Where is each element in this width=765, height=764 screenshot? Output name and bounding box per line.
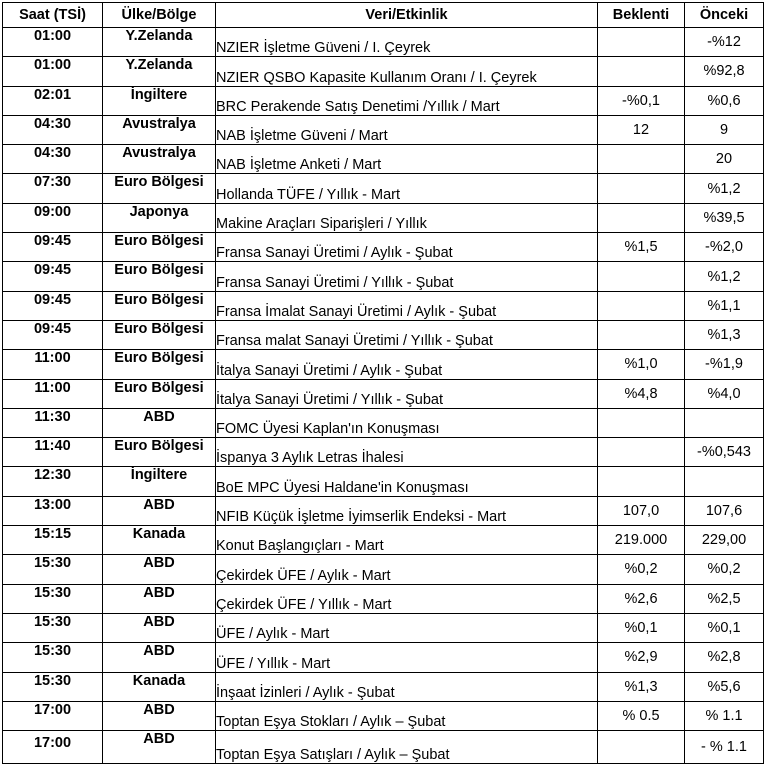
table-row <box>3 438 764 467</box>
time-cell: 09:00 <box>3 203 103 232</box>
expected-cell <box>598 731 685 764</box>
time-cell: 01:00 <box>3 28 103 57</box>
expected-cell: -%0,1 <box>598 86 685 115</box>
event-cell: İtalya Sanayi Üretimi / Yıllık - Şubat <box>216 379 598 408</box>
table-row <box>3 408 764 437</box>
country-cell: İngiltere <box>103 467 216 496</box>
country-cell: Euro Bölgesi <box>103 379 216 408</box>
time-cell: 15:30 <box>3 584 103 613</box>
previous-cell: 9 <box>685 115 764 144</box>
time-cell: 09:45 <box>3 262 103 291</box>
expected-cell: %1,3 <box>598 672 685 701</box>
time-cell: 15:30 <box>3 643 103 672</box>
time-cell: 09:45 <box>3 233 103 262</box>
table-row <box>3 613 764 642</box>
previous-cell: 107,6 <box>685 496 764 525</box>
expected-cell: % 0.5 <box>598 701 685 730</box>
expected-cell: 107,0 <box>598 496 685 525</box>
country-cell: İngiltere <box>103 86 216 115</box>
expected-cell <box>598 174 685 203</box>
event-cell: Fransa İmalat Sanayi Üretimi / Aylık - Şubat <box>216 291 598 320</box>
event-cell: Konut Başlangıçları - Mart <box>216 526 598 555</box>
expected-cell: %2,6 <box>598 584 685 613</box>
expected-cell: %0,2 <box>598 555 685 584</box>
table-body <box>3 28 764 764</box>
table-row <box>3 262 764 291</box>
expected-cell: %4,8 <box>598 379 685 408</box>
country-cell: Kanada <box>103 526 216 555</box>
country-cell: Euro Bölgesi <box>103 438 216 467</box>
expected-cell <box>598 438 685 467</box>
event-cell: Çekirdek ÜFE / Yıllık - Mart <box>216 584 598 613</box>
country-cell: Euro Bölgesi <box>103 233 216 262</box>
table-row <box>3 86 764 115</box>
expected-cell <box>598 320 685 349</box>
event-cell: İspanya 3 Aylık Letras İhalesi <box>216 438 598 467</box>
economic-calendar-table <box>2 2 764 764</box>
event-cell: Fransa Sanayi Üretimi / Aylık - Şubat <box>216 233 598 262</box>
table-row <box>3 350 764 379</box>
event-cell: FOMC Üyesi Kaplan'ın Konuşması <box>216 408 598 437</box>
event-cell: NZIER İşletme Güveni / I. Çeyrek <box>216 28 598 57</box>
time-cell: 17:00 <box>3 701 103 730</box>
country-cell: ABD <box>103 643 216 672</box>
country-cell: ABD <box>103 584 216 613</box>
event-cell: Toptan Eşya Satışları / Aylık – Şubat <box>216 731 598 764</box>
previous-cell: - % 1.1 <box>685 731 764 764</box>
country-cell: Euro Bölgesi <box>103 320 216 349</box>
country-cell: Japonya <box>103 203 216 232</box>
table-row <box>3 320 764 349</box>
country-cell: Euro Bölgesi <box>103 350 216 379</box>
expected-cell: 12 <box>598 115 685 144</box>
table-row <box>3 174 764 203</box>
previous-cell: -%0,543 <box>685 438 764 467</box>
event-cell: İtalya Sanayi Üretimi / Aylık - Şubat <box>216 350 598 379</box>
expected-cell: %2,9 <box>598 643 685 672</box>
previous-cell: %1,1 <box>685 291 764 320</box>
event-cell: BoE MPC Üyesi Haldane'in Konuşması <box>216 467 598 496</box>
table-row <box>3 291 764 320</box>
expected-cell: %0,1 <box>598 613 685 642</box>
expected-cell <box>598 203 685 232</box>
table-row <box>3 115 764 144</box>
previous-cell: %2,8 <box>685 643 764 672</box>
expected-cell <box>598 145 685 174</box>
country-cell: ABD <box>103 496 216 525</box>
event-cell: Hollanda TÜFE / Yıllık - Mart <box>216 174 598 203</box>
table-row <box>3 467 764 496</box>
event-cell: NFIB Küçük İşletme İyimserlik Endeksi - Mart <box>216 496 598 525</box>
table-row <box>3 526 764 555</box>
previous-cell: %4,0 <box>685 379 764 408</box>
time-cell: 11:40 <box>3 438 103 467</box>
country-cell: ABD <box>103 555 216 584</box>
event-cell: İnşaat İzinleri / Aylık - Şubat <box>216 672 598 701</box>
expected-cell <box>598 408 685 437</box>
previous-cell: -%2,0 <box>685 233 764 262</box>
previous-cell <box>685 408 764 437</box>
country-cell: ABD <box>103 701 216 730</box>
previous-cell: -%1,9 <box>685 350 764 379</box>
time-cell: 11:30 <box>3 408 103 437</box>
expected-cell: 219.000 <box>598 526 685 555</box>
event-cell: BRC Perakende Satış Denetimi /Yıllık / Mart <box>216 86 598 115</box>
previous-cell: %5,6 <box>685 672 764 701</box>
time-cell: 12:30 <box>3 467 103 496</box>
header-previous: Önceki <box>685 3 764 28</box>
time-cell: 09:45 <box>3 320 103 349</box>
previous-cell: % 1.1 <box>685 701 764 730</box>
previous-cell: 229,00 <box>685 526 764 555</box>
previous-cell: %0,2 <box>685 555 764 584</box>
time-cell: 11:00 <box>3 379 103 408</box>
event-cell: NAB İşletme Anketi / Mart <box>216 145 598 174</box>
previous-cell: %2,5 <box>685 584 764 613</box>
header-country: Ülke/Bölge <box>103 3 216 28</box>
header-expected: Beklenti <box>598 3 685 28</box>
expected-cell <box>598 28 685 57</box>
time-cell: 01:00 <box>3 57 103 86</box>
expected-cell <box>598 467 685 496</box>
table-row <box>3 379 764 408</box>
previous-cell: %0,6 <box>685 86 764 115</box>
table-row <box>3 584 764 613</box>
table-row <box>3 701 764 730</box>
previous-cell: %39,5 <box>685 203 764 232</box>
event-cell: NAB İşletme Güveni / Mart <box>216 115 598 144</box>
country-cell: Avustralya <box>103 145 216 174</box>
country-cell: Euro Bölgesi <box>103 291 216 320</box>
time-cell: 07:30 <box>3 174 103 203</box>
country-cell: ABD <box>103 613 216 642</box>
header-row <box>3 3 764 28</box>
header-event: Veri/Etkinlik <box>216 3 598 28</box>
table-row <box>3 672 764 701</box>
previous-cell: %1,3 <box>685 320 764 349</box>
event-cell: Fransa malat Sanayi Üretimi / Yıllık - Şubat <box>216 320 598 349</box>
event-cell: Toptan Eşya Stokları / Aylık – Şubat <box>216 701 598 730</box>
expected-cell <box>598 262 685 291</box>
expected-cell: %1,5 <box>598 233 685 262</box>
event-cell: Makine Araçları Siparişleri / Yıllık <box>216 203 598 232</box>
event-cell: Fransa Sanayi Üretimi / Yıllık - Şubat <box>216 262 598 291</box>
time-cell: 13:00 <box>3 496 103 525</box>
time-cell: 11:00 <box>3 350 103 379</box>
table-row <box>3 57 764 86</box>
time-cell: 04:30 <box>3 115 103 144</box>
expected-cell <box>598 291 685 320</box>
time-cell: 17:00 <box>3 731 103 764</box>
time-cell: 15:30 <box>3 555 103 584</box>
previous-cell: %0,1 <box>685 613 764 642</box>
country-cell: Kanada <box>103 672 216 701</box>
previous-cell: %1,2 <box>685 262 764 291</box>
table-row <box>3 203 764 232</box>
previous-cell <box>685 467 764 496</box>
table-row <box>3 555 764 584</box>
previous-cell: 20 <box>685 145 764 174</box>
event-cell: Çekirdek ÜFE / Aylık - Mart <box>216 555 598 584</box>
time-cell: 09:45 <box>3 291 103 320</box>
time-cell: 15:30 <box>3 672 103 701</box>
country-cell: Y.Zelanda <box>103 57 216 86</box>
previous-cell: -%12 <box>685 28 764 57</box>
previous-cell: %1,2 <box>685 174 764 203</box>
table-row <box>3 28 764 57</box>
table-row <box>3 643 764 672</box>
country-cell: ABD <box>103 731 216 764</box>
table-row <box>3 496 764 525</box>
country-cell: ABD <box>103 408 216 437</box>
table-row <box>3 233 764 262</box>
previous-cell: %92,8 <box>685 57 764 86</box>
time-cell: 04:30 <box>3 145 103 174</box>
expected-cell: %1,0 <box>598 350 685 379</box>
country-cell: Y.Zelanda <box>103 28 216 57</box>
header-time: Saat (TSİ) <box>3 3 103 28</box>
event-cell: ÜFE / Yıllık - Mart <box>216 643 598 672</box>
time-cell: 15:30 <box>3 613 103 642</box>
table-row <box>3 731 764 764</box>
time-cell: 02:01 <box>3 86 103 115</box>
event-cell: ÜFE / Aylık - Mart <box>216 613 598 642</box>
event-cell: NZIER QSBO Kapasite Kullanım Oranı / I. Çeyrek <box>216 57 598 86</box>
country-cell: Avustralya <box>103 115 216 144</box>
table-row <box>3 145 764 174</box>
expected-cell <box>598 57 685 86</box>
country-cell: Euro Bölgesi <box>103 262 216 291</box>
time-cell: 15:15 <box>3 526 103 555</box>
country-cell: Euro Bölgesi <box>103 174 216 203</box>
